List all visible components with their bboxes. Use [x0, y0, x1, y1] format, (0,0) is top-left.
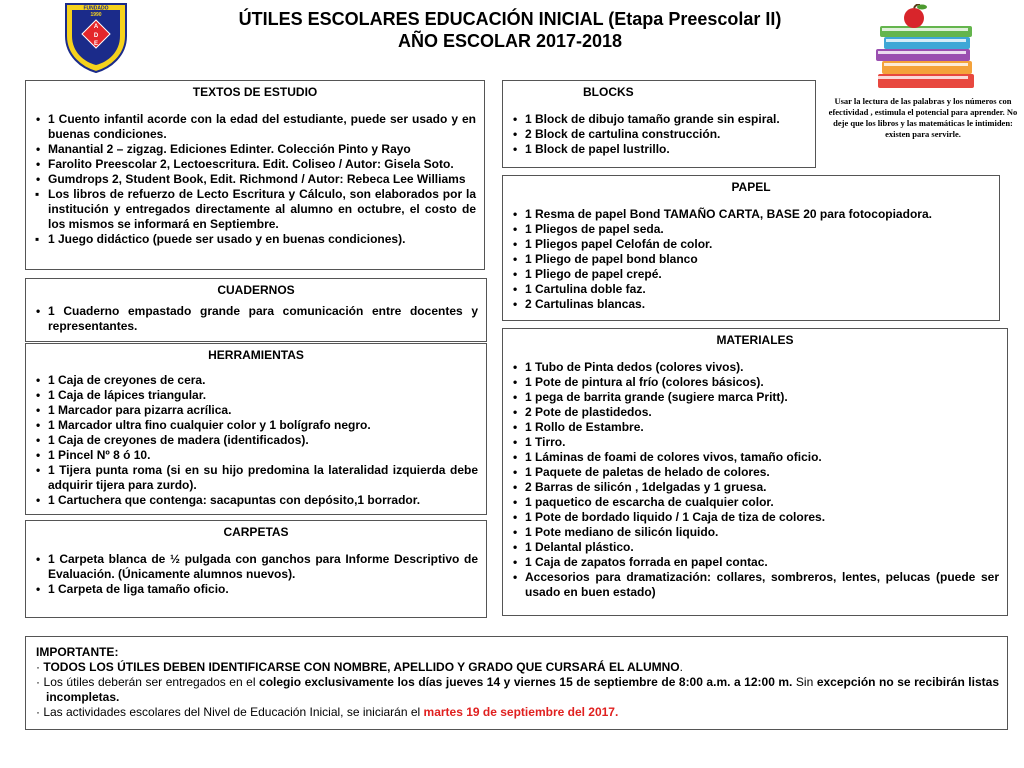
list-item: • 2 Block de cartulina construcción. — [511, 127, 807, 142]
section-title: CARPETAS — [223, 525, 289, 539]
motivational-quote: Usar la lectura de las palabras y los números con efectividad , estimula el potencial para aprender. No deje que los libros y las matemáticas le intimiden: existen para servirle. — [828, 96, 1018, 139]
papel-section — [502, 175, 1000, 321]
notice-line-3 — [36, 705, 999, 720]
list-item: • 1 Tijera punta roma (si en su hijo predomina la lateralidad izquierda debe adquirir tijera para zurdo). — [34, 463, 478, 493]
textos-de-estudio-section — [25, 80, 485, 270]
section-title: CUADERNOS — [217, 283, 295, 297]
section-title: BLOCKS — [583, 85, 634, 99]
carpetas-section — [25, 520, 487, 618]
list-item: • 1 Cartuchera que contenga: sacapuntas con depósito,1 borrador. — [34, 493, 478, 508]
section-title: HERRAMIENTAS — [208, 348, 304, 362]
list-item: • 1 Láminas de foami de colores vivos, tamaño oficio. — [511, 450, 999, 465]
list-item: • 1 Carpeta de liga tamaño oficio. — [34, 582, 478, 597]
list-item: • 1 Pincel Nº 8 ó 10. — [34, 448, 478, 463]
notice-line-2-warning: excepción no se recibirán listas incompletas. — [46, 675, 999, 704]
list-item: • Manantial 2 – zigzag. Ediciones Edinter. Colección Pinto y Rayo — [34, 142, 476, 157]
notice-line-2-a: · Los útiles deberán ser entregados en el — [36, 675, 260, 689]
list-item: • 1 pega de barrita grande (sugiere marca Pritt). — [511, 390, 999, 405]
section-title: MATERIALES — [716, 333, 794, 347]
textos-list — [34, 112, 476, 247]
notice-line-2 — [36, 675, 999, 705]
list-item: • 1 Resma de papel Bond TAMAÑO CARTA, BASE 20 para fotocopiadora. — [511, 207, 991, 222]
blocks-section — [502, 80, 816, 168]
list-item: • 1 Caja de lápices triangular. — [34, 388, 478, 403]
list-item: • 2 Cartulinas blancas. — [511, 297, 991, 312]
logo-text-top: FUNDADO — [83, 5, 109, 12]
cuadernos-section — [25, 278, 487, 342]
list-item: • 1 paquetico de escarcha de cualquier color. — [511, 495, 999, 510]
list-item: • 1 Paquete de paletas de helado de colores. — [511, 465, 999, 480]
list-item: • Accesorios para dramatización: collares, sombreros, lentes, pelucas (puede ser usado en buen estado) — [511, 570, 999, 600]
list-item: • 1 Marcador para pizarra acrílica. — [34, 403, 478, 418]
list-item: • 1 Rollo de Estambre. — [511, 420, 999, 435]
notice-title: IMPORTANTE: — [36, 645, 119, 659]
list-item: • 1 Block de dibujo tamaño grande sin espiral. — [511, 112, 807, 127]
materiales-list — [511, 360, 999, 600]
list-item: • 1 Block de papel lustrillo. — [511, 142, 807, 157]
notice-line-1-bold: TODOS LOS ÚTILES DEBEN IDENTIFICARSE CON NOMBRE, APELLIDO Y GRADO QUE CURSARÁ EL ALUMNO — [43, 660, 680, 674]
title-line-2: AÑO ESCOLAR 2017-2018 — [397, 31, 623, 51]
notice-line-3-a: · Las actividades escolares del Nivel de Educación Inicial, se iniciarán el — [36, 705, 424, 719]
school-logo — [62, 2, 130, 74]
notice-line-2-c: Sin — [792, 675, 817, 689]
list-item: • 1 Cartulina doble faz. — [511, 282, 991, 297]
list-item: • 2 Barras de silicón , 1delgadas y 1 gruesa. — [511, 480, 999, 495]
logo-text-year: 1990 — [90, 12, 102, 18]
list-item: • 1 Marcador ultra fino cualquier color y 1 bolígrafo negro. — [34, 418, 478, 433]
list-item: • 1 Tubo de Pinta dedos (colores vivos). — [511, 360, 999, 375]
cuadernos-list — [34, 304, 478, 334]
list-item: ▪ Los libros de refuerzo de Lecto Escritura y Cálculo, son elaborados por la institución y entregados directamente al alumno en octubre, el costo de los mismos se informará en Septiembre. — [34, 187, 476, 232]
blocks-list — [511, 112, 807, 157]
herramientas-section — [25, 343, 487, 515]
list-item: • 1 Tirro. — [511, 435, 999, 450]
title-line-1: ÚTILES ESCOLARES EDUCACIÓN INICIAL (Etapa Preescolar II) — [238, 9, 782, 29]
notice-line-1 — [36, 660, 999, 675]
list-item: • 1 Delantal plástico. — [511, 540, 999, 555]
logo-letter-3: E — [93, 41, 99, 47]
books-apple-illustration — [870, 4, 982, 94]
list-item: • 1 Caja de creyones de madera (identificados). — [34, 433, 478, 448]
papel-list — [511, 207, 991, 312]
page-title — [150, 8, 870, 52]
list-item: • 1 Caja de creyones de cera. — [34, 373, 478, 388]
section-title: PAPEL — [731, 180, 771, 194]
notice-start-date: martes 19 de septiembre del 2017. — [423, 705, 619, 719]
carpetas-list — [34, 552, 478, 597]
list-item: • 2 Pote de plastidedos. — [511, 405, 999, 420]
list-item: • 1 Caja de zapatos forrada en papel contac. — [511, 555, 999, 570]
logo-letter-1: A — [93, 24, 99, 30]
list-item: • 1 Pliego de papel bond blanco — [511, 252, 991, 267]
list-item: • 1 Pliegos de papel seda. — [511, 222, 991, 237]
list-item: • 1 Carpeta blanca de ½ pulgada con ganchos para Informe Descriptivo de Evaluación. (Únicamente alumnos nuevos). — [34, 552, 478, 582]
list-item: • 1 Pote mediano de silicón liquido. — [511, 525, 999, 540]
herramientas-list — [34, 373, 478, 508]
notice-line-1-end: . — [679, 660, 683, 674]
list-item: • Farolito Preescolar 2, Lectoescritura. Edit. Coliseo / Autor: Gisela Soto. — [34, 157, 476, 172]
list-item: • 1 Pote de bordado liquido / 1 Caja de tiza de colores. — [511, 510, 999, 525]
section-title: TEXTOS DE ESTUDIO — [192, 85, 318, 99]
list-item: • 1 Cuento infantil acorde con la edad del estudiante, puede ser usado y en buenas condiciones. — [34, 112, 476, 142]
logo-letter-2: D — [93, 33, 99, 39]
materiales-section — [502, 328, 1008, 616]
list-item: ▪ 1 Juego didáctico (puede ser usado y en buenas condiciones). — [34, 232, 476, 247]
list-item: • 1 Pliegos papel Celofán de color. — [511, 237, 991, 252]
list-item: • 1 Cuaderno empastado grande para comunicación entre docentes y representantes. — [34, 304, 478, 334]
importante-notice — [25, 636, 1008, 730]
list-item: • 1 Pliego de papel crepé. — [511, 267, 991, 282]
list-item: • 1 Pote de pintura al frío (colores básicos). — [511, 375, 999, 390]
list-item: • Gumdrops 2, Student Book, Edit. Richmond / Autor: Rebeca Lee Williams — [34, 172, 476, 187]
notice-line-2-dates: colegio exclusivamente los días jueves 14 y viernes 15 de septiembre de 8:00 a.m. a 12:00 m. — [259, 675, 793, 689]
notice-bullet: · — [36, 660, 44, 674]
